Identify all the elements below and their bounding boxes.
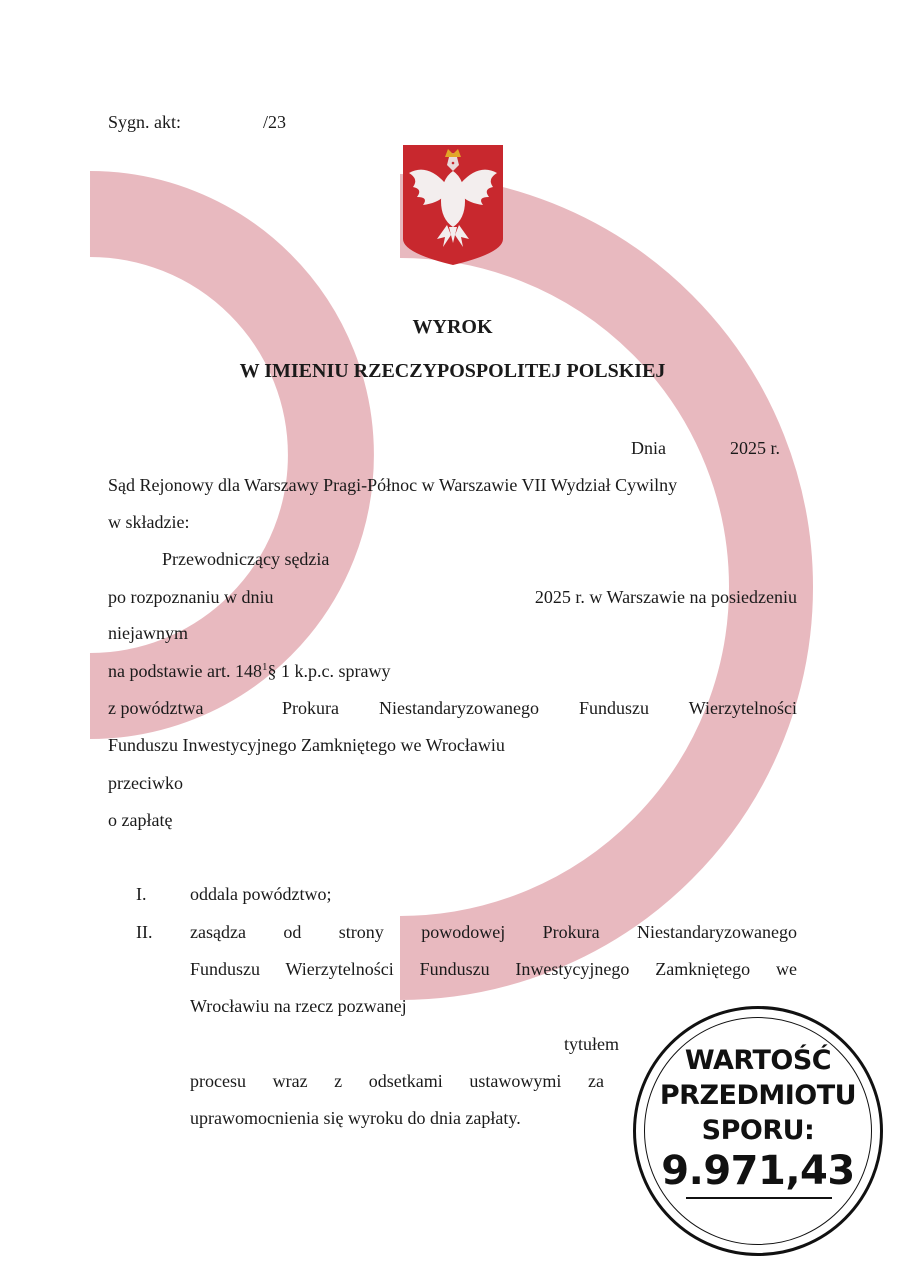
stamp-line-3: SPORU: [701,1115,815,1146]
legal-basis-text: na podstawie art. 148 [108,661,262,681]
hearing-line2: niejawnym [108,623,188,643]
date-year: 2025 r. [730,438,781,458]
plaintiff-name-line1: Prokura Niestandaryzowanego Funduszu Wierzytelności [282,698,797,718]
stamp-line-2: PRZEDMIOTU [659,1080,857,1111]
legal-basis-rest: § 1 k.p.c. sprawy [267,661,391,681]
subject-label: o zapłatę [108,810,173,830]
case-signature-suffix: /23 [263,112,287,132]
case-signature-label: Sygn. akt: [108,112,182,132]
document-subtitle: W IMIENIU RZECZYPOSPOLITEJ POLSKIEJ [239,360,666,382]
presiding-judge: Przewodniczący sędzia [162,549,330,569]
legal-basis-sup: 1 [261,661,268,673]
composition-label: w składzie: [108,512,190,532]
ruling-2-line1: zasądza od strony powodowej Prokura Niestandaryzowanego [190,922,797,942]
stamp-underline [686,1197,832,1199]
dispute-value-stamp [633,1006,883,1256]
stamp-value: 9.971,43 [661,1148,855,1194]
document-title: WYROK [412,316,493,338]
ruling-2-line4: tytułem [564,1034,619,1054]
plaintiff-label: z powództwa [108,698,204,718]
court-name: Sąd Rejonowy dla Warszawy Pragi-Północ w Warszawie VII Wydział Cywilny [108,475,678,495]
ruling-1-text: oddala powództwo; [190,884,332,904]
ruling-2-line5: procesu wraz z odsetkami ustawowymi za [190,1071,604,1091]
against-label: przeciwko [108,773,183,793]
ruling-2-line6: uprawomocnienia się wyroku do dnia zapłaty. [190,1108,521,1128]
plaintiff-name-line2: Funduszu Inwestycyjnego Zamkniętego we Wrocławiu [108,735,505,755]
polish-eagle-emblem-icon [401,143,505,267]
ruling-2-line3: Wrocławiu na rzecz pozwanej [190,996,407,1016]
judgment-date [631,437,780,459]
date-prefix: Dnia [631,438,666,458]
ruling-2-number: II. [136,922,153,942]
ruling-1-number: I. [136,884,147,904]
stamp-line-1: WARTOŚĆ [684,1045,832,1076]
hearing-line-end: 2025 r. w Warszawie na posiedzeniu [534,587,797,607]
hearing-line-start: po rozpoznaniu w dniu [108,587,274,607]
case-signature [108,111,286,133]
ruling-2-line2: Funduszu Wierzytelności Funduszu Inwestycyjnego Zamkniętego we [190,959,797,979]
legal-basis [108,660,390,682]
